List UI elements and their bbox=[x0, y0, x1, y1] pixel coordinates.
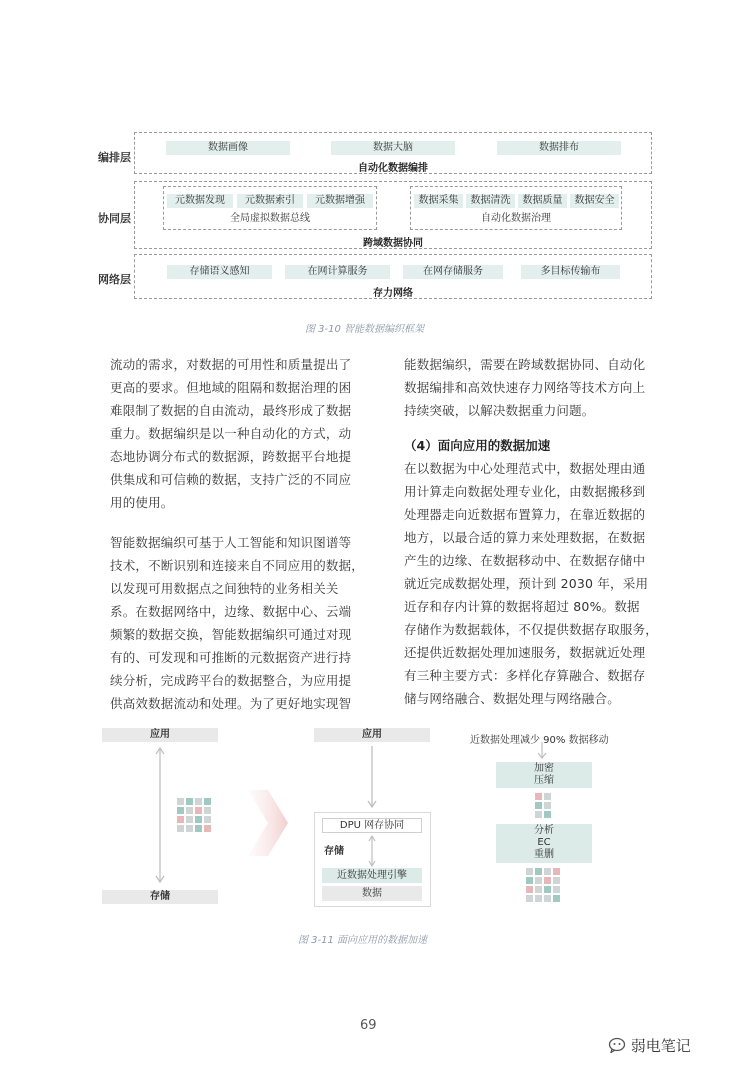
text-line: 用的使用。 bbox=[110, 495, 174, 510]
down-arrow-icon bbox=[534, 740, 550, 760]
analysis-ec-dedup-box bbox=[496, 824, 592, 863]
grid-cell bbox=[204, 816, 211, 823]
grid-cell bbox=[177, 798, 184, 805]
text-line: 供高效数据流动和处理。为了更好地实现智 bbox=[110, 696, 352, 711]
page-number: 69 bbox=[360, 1018, 377, 1033]
text-line: 以发现可用数据点之间独特的业务相关关 bbox=[110, 581, 339, 596]
grid-cell bbox=[186, 798, 193, 805]
text-line: 数据编排和高效快速存力网络等技术方向上 bbox=[404, 380, 646, 395]
text-line: 有的、可发现和可推断的元数据资产进行持 bbox=[110, 650, 352, 665]
global-virtual-data-bus: 全局虚拟数据总线 bbox=[230, 213, 310, 224]
text-line: 地方，以最合适的算力来处理数据，在数据 bbox=[404, 530, 646, 545]
grid-cell bbox=[535, 877, 542, 884]
chip-data-profile: 数据画像 bbox=[166, 141, 290, 155]
grid-cell bbox=[195, 825, 202, 832]
grid-cell bbox=[204, 807, 211, 814]
grid-cell bbox=[195, 798, 202, 805]
figure-3-11-caption: 图 3-11 面向应用的数据加速 bbox=[298, 935, 428, 946]
chip-metadata-discovery: 元数据发现 bbox=[167, 194, 233, 208]
grid-cell bbox=[535, 802, 542, 809]
grid-cell bbox=[195, 807, 202, 814]
chip-metadata-index: 元数据索引 bbox=[237, 194, 303, 208]
orchestration-footer: 自动化数据编排 bbox=[358, 163, 428, 174]
right-column bbox=[404, 353, 664, 727]
double-arrow-small-icon bbox=[366, 835, 378, 867]
ec-label: EC bbox=[537, 837, 551, 848]
chip-storage-semantic: 存储语义感知 bbox=[167, 265, 272, 279]
storage-label: 存储 bbox=[324, 846, 344, 857]
grid-cell bbox=[177, 807, 184, 814]
chip-data-security: 数据安全 bbox=[570, 194, 619, 208]
chip-metadata-enhance: 元数据增强 bbox=[307, 194, 373, 208]
dedup-label: 重删 bbox=[534, 849, 554, 860]
text-line: 重力。数据编织是以一种自动化的方式，动 bbox=[110, 426, 352, 441]
chip-data-cleaning: 数据清洗 bbox=[466, 194, 515, 208]
grid-cell bbox=[544, 811, 551, 818]
text-line: 供集成和可信赖的数据，支持广泛的不同应 bbox=[110, 472, 352, 487]
grid-cell bbox=[535, 793, 542, 800]
grid-cell bbox=[177, 816, 184, 823]
orchestration-layer-label: 编排层 bbox=[98, 151, 131, 164]
text-line: 储与网络融合、数据处理与网络融合。 bbox=[404, 691, 620, 706]
chevron-right-icon bbox=[248, 790, 290, 856]
grid-cell bbox=[544, 877, 551, 884]
chip-data-collection: 数据采集 bbox=[414, 194, 463, 208]
text-line: 用计算走向数据处理专业化，由数据搬移到 bbox=[404, 484, 646, 499]
grid-cell bbox=[544, 895, 551, 902]
grid-cell bbox=[535, 895, 542, 902]
text-line: 流动的需求，对数据的可用性和质量提出了 bbox=[110, 357, 352, 372]
text-line: 处理器走向近数据布置算力，在靠近数据的 bbox=[404, 507, 646, 522]
grid-cell bbox=[535, 811, 542, 818]
chip-data-layout: 数据排布 bbox=[497, 141, 621, 155]
text-line: 续分析，完成跨平台的数据整合，为应用提 bbox=[110, 673, 352, 688]
text-line: 存储作为数据载体，不仅提供数据存取服务， bbox=[404, 622, 659, 637]
watermark-text: 弱电笔记 bbox=[630, 1037, 691, 1055]
chip-in-network-storage: 在网存储服务 bbox=[403, 265, 503, 279]
chip-data-brain: 数据大脑 bbox=[331, 141, 455, 155]
text-line: 有三种主要方式：多样化存算融合、数据存 bbox=[404, 668, 646, 683]
network-layer-label: 网络层 bbox=[98, 273, 131, 286]
text-line: 智能数据编织可基于人工智能和知识图谱等 bbox=[110, 535, 352, 550]
text-line: 近存和存内计算的数据将超过 80%。数据 bbox=[404, 599, 640, 614]
left-column bbox=[110, 353, 370, 732]
chip-data-quality: 数据质量 bbox=[518, 194, 567, 208]
encrypt-compress-box bbox=[496, 762, 592, 788]
text-line: 更高的要求。但地域的阻隔和数据治理的困 bbox=[110, 380, 352, 395]
watermark-logo bbox=[608, 1035, 691, 1056]
grid-cell bbox=[526, 895, 533, 902]
encrypt-label: 加密 bbox=[534, 763, 554, 774]
grid-cell bbox=[544, 802, 551, 809]
grid-cell bbox=[553, 886, 560, 893]
text-line: 能数据编织，需要在跨域数据协同、自动化 bbox=[404, 357, 646, 372]
chip-multi-target: 多目标传输布 bbox=[521, 265, 620, 279]
near-data-engine: 近数据处理引擎 bbox=[322, 868, 422, 883]
grid-cell bbox=[553, 877, 560, 884]
collaboration-footer: 跨域数据协同 bbox=[363, 238, 423, 249]
section-heading: （4）面向应用的数据加速 bbox=[404, 438, 551, 453]
chip-in-network-compute: 在网计算服务 bbox=[285, 265, 390, 279]
analysis-label: 分析 bbox=[534, 825, 554, 836]
grid-cell bbox=[553, 868, 560, 875]
text-line: 持续突破，以解决数据重力问题。 bbox=[404, 403, 595, 418]
data-block: 数据 bbox=[322, 886, 422, 901]
grid-cell bbox=[544, 793, 551, 800]
grid-cell bbox=[186, 807, 193, 814]
grid-cell bbox=[526, 868, 533, 875]
reduce-movement-title: 近数据处理减少 90% 数据移动 bbox=[470, 735, 609, 746]
grid-cell bbox=[535, 886, 542, 893]
grid-cell bbox=[553, 895, 560, 902]
text-line: 频繁的数据交换，智能数据编织可通过对现 bbox=[110, 627, 352, 642]
left-paragraph-1 bbox=[110, 353, 370, 514]
dpu-box: DPU 网存协同 bbox=[322, 818, 422, 833]
grid-cell bbox=[535, 868, 542, 875]
grid-cell bbox=[177, 825, 184, 832]
grid-cell bbox=[526, 886, 533, 893]
right-paragraph-1 bbox=[404, 353, 664, 422]
text-line: 还提供近数据处理加速服务，数据就近处理 bbox=[404, 645, 646, 660]
compress-label: 压缩 bbox=[534, 775, 554, 786]
text-line: 就近完成数据处理，预计到 2030 年，采用 bbox=[404, 576, 649, 591]
automated-data-governance: 自动化数据治理 bbox=[481, 213, 551, 224]
collaboration-layer-label: 协同层 bbox=[98, 212, 131, 225]
left-storage-bar: 存储 bbox=[102, 890, 218, 904]
text-line: 系。在数据网络中，边缘、数据中心、云端 bbox=[110, 604, 352, 619]
double-arrow-icon bbox=[150, 745, 170, 885]
left-paragraph-2 bbox=[110, 531, 370, 715]
grid-cell bbox=[544, 868, 551, 875]
text-line: 在以数据为中心处理范式中，数据处理由通 bbox=[404, 461, 646, 476]
left-app-bar: 应用 bbox=[102, 728, 218, 742]
grid-cell bbox=[186, 816, 193, 823]
grid-cell bbox=[204, 798, 211, 805]
text-line: 技术，不断识别和连接来自不同应用的数据， bbox=[110, 558, 365, 573]
text-line: 难限制了数据的自由流动，最终形成了数据 bbox=[110, 403, 352, 418]
right-paragraph-2 bbox=[404, 457, 664, 710]
text-line: 产生的边缘、在数据移动中、在数据存储中 bbox=[404, 553, 646, 568]
network-footer: 存力网络 bbox=[373, 288, 413, 299]
chat-bubble-icon bbox=[608, 1037, 626, 1053]
grid-cell bbox=[544, 886, 551, 893]
down-arrow-icon bbox=[364, 744, 380, 810]
grid-cell bbox=[186, 825, 193, 832]
figure-3-10-caption: 图 3-10 智能数据编织框架 bbox=[305, 324, 425, 335]
grid-cell bbox=[195, 816, 202, 823]
text-line: 态地协调分布式的数据源，跨数据平台地提 bbox=[110, 449, 352, 464]
grid-cell bbox=[526, 877, 533, 884]
middle-app-bar: 应用 bbox=[314, 728, 430, 742]
grid-cell bbox=[204, 825, 211, 832]
